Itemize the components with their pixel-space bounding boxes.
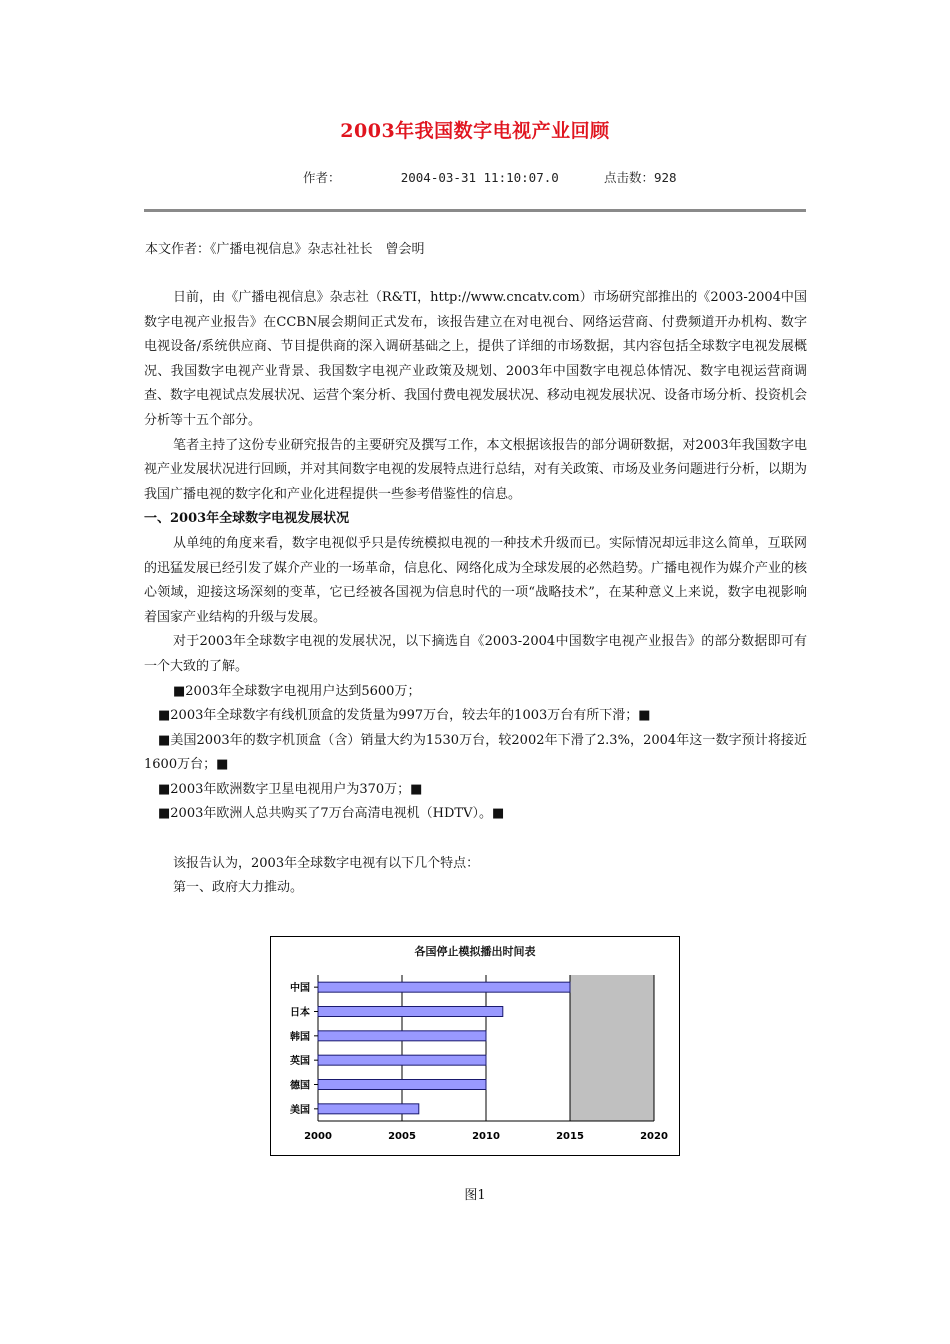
x-tick-label-0: 2000 [304, 1131, 332, 1142]
bullet-item-4: ■2003年欧洲数字卫星电视用户为370万；■ [158, 781, 423, 797]
author-label: 作者： [303, 170, 341, 185]
x-tick-label-4: 2020 [640, 1131, 668, 1142]
paragraph-6: 第一、政府大力推动。 [173, 880, 304, 896]
x-tick-label-2: 2010 [472, 1131, 500, 1142]
x-tick-label-1: 2005 [388, 1131, 416, 1142]
x-tick-labels [304, 1131, 668, 1142]
x-tick-label-3: 2015 [556, 1131, 584, 1142]
paragraph-5: 该报告认为，2003年全球数字电视有以下几个特点： [173, 855, 480, 871]
category-label-2: 韩国 [290, 1031, 310, 1043]
category-label-1: 日本 [290, 1007, 310, 1019]
bar-2 [318, 1031, 486, 1041]
bar-5 [318, 1104, 419, 1114]
bullet-item-1: ■2003年全球数字电视用户达到5600万； [173, 683, 421, 699]
bullet-item-2: ■2003年全球数字有线机顶盒的发货量为997万台，较去年的1003万台有所下滑；■ [158, 708, 651, 724]
bar-1 [318, 1007, 503, 1017]
bar-3 [318, 1055, 486, 1065]
category-label-5: 美国 [290, 1104, 310, 1116]
plot-area [570, 975, 654, 1121]
section-heading-1: 一、2003年全球数字电视发展状况 [144, 511, 350, 527]
hit-count: 点击数：928 [603, 170, 677, 185]
bar-0 [318, 982, 570, 992]
article-meta [303, 168, 703, 186]
figure-caption: 图1 [464, 1188, 486, 1203]
bar-4 [318, 1080, 486, 1090]
category-label-0: 中国 [290, 983, 310, 995]
paragraph-3: 从单纯的角度来看，数字电视似乎只是传统模拟电视的一种技术升级而已。实际情况却远非这么简单，互联网的迅猛发展已经引发了媒介产业的一场革命，信息化、网络化成为全球发展的必然趋势。广播电视作为媒介产业的核心领域，迎接这场深刻的变革，它已经被各国视为信息时代的一项“战略技术”，在某种意义上来说，数字电视影响着国家产业结构的升级与发展。 [144, 535, 808, 625]
chart-title: 各国停止模拟播出时间表 [414, 945, 536, 958]
paragraph-2: 笔者主持了这份专业研究报告的主要研究及撰写工作，本文根据该报告的部分调研数据，对2003年我国数字电视产业发展状况进行回顾，并对其间数字电视的发展特点进行总结，对有关政策、市场及业务问题进行分析，以期为我国广播电视的数字化和产业化进程提供一些参考借鉴性的信息。 [144, 437, 808, 502]
spacer [144, 827, 807, 852]
bar-chart-svg [271, 937, 679, 1155]
paragraph-4: 对于2003年全球数字电视的发展状况，以下摘选自《2003-2004中国数字电视产业报告》的部分数据即可有一个大致的了解。 [144, 634, 807, 674]
paragraph-1: 日前，由《广播电视信息》杂志社（R&TI，http://www.cncatv.com）市场研究部推出的《2003-2004中国数字电视产业报告》在CCBN展会期间正式发布，该报告建立在对电视台、网络运营商、付费频道开办机构、数字电视设备/系统供应商、节目提供商的深入调研基础之上，提供了详细的市场数据，其内容包括全球数字电视发展概况、我国数字电视产业背景、我国数字电视产业政策及规划、2003年中国数字电视总体情况、数字电视运营商调查、数字电视试点发展状况、运营个案分析、我国付费电视发展状况、移动电视发展状况、设备市场分析、投资机会分析等十五个部分。 [144, 290, 808, 428]
category-label-3: 英国 [290, 1056, 310, 1068]
bullet-item-3: ■美国2003年的数字机顶盒（含）销量大约为1530万台，较2002年下滑了2.3%，2004年这一数字预计将接近1600万台；■ [144, 732, 807, 773]
article-title: 2003年我国数字电视产业回顾 [340, 120, 610, 142]
byline: 本文作者：《广播电视信息》杂志社社长 曾会明 [145, 242, 425, 257]
article-body [144, 286, 807, 901]
publish-datetime: 2004-03-31 11:10:07.0 [400, 170, 559, 185]
divider [144, 209, 806, 212]
bullet-item-5: ■2003年欧洲人总共购买了7万台高清电视机（HDTV）。■ [158, 806, 505, 822]
bars-group [318, 982, 570, 1114]
figure-1-chart [270, 936, 680, 1156]
category-label-4: 德国 [290, 1080, 310, 1092]
category-labels [290, 981, 318, 1116]
